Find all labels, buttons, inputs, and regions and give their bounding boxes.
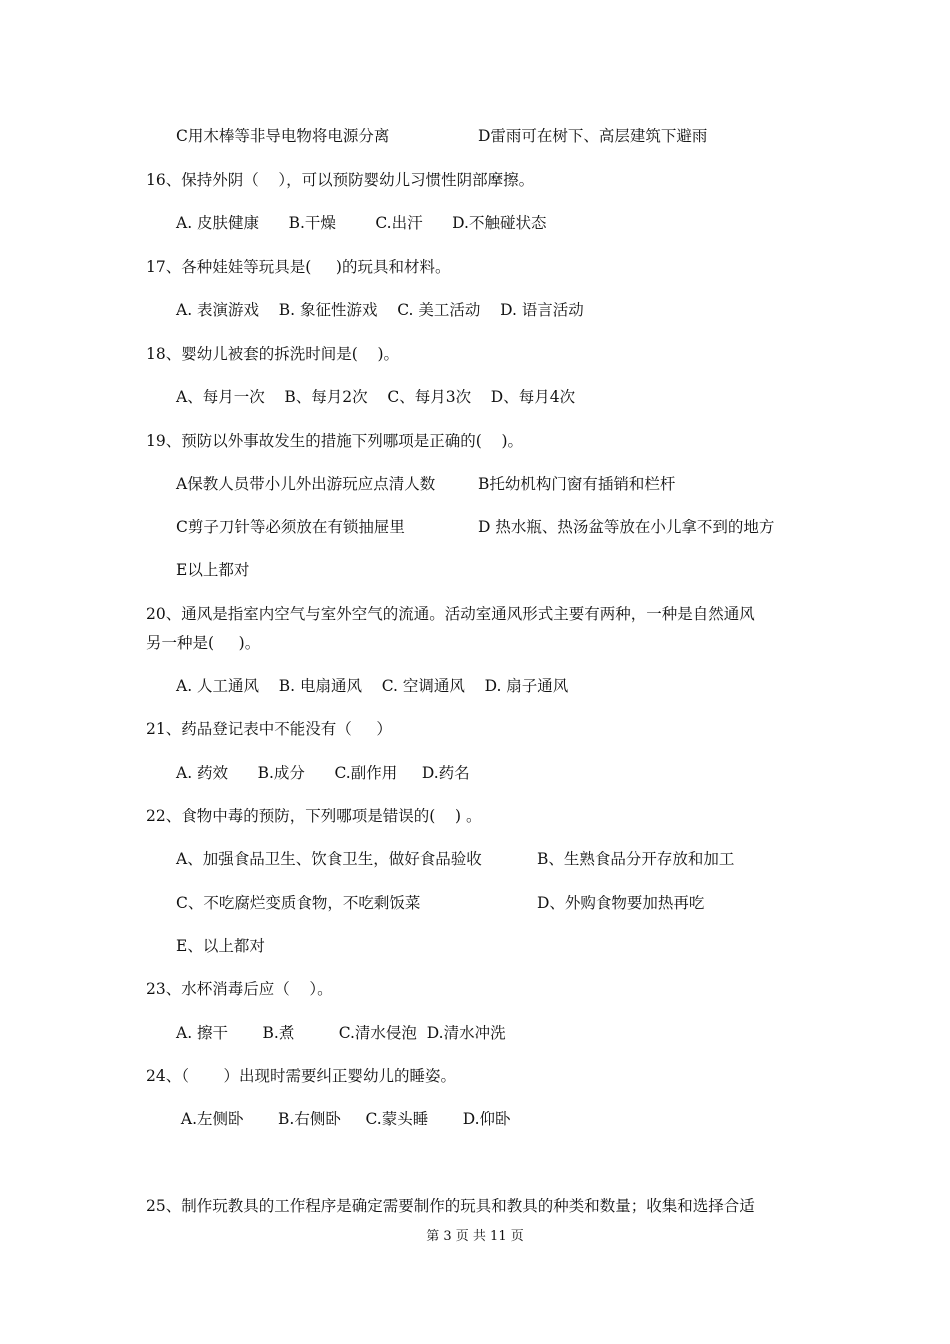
question-line: 19、预防以外事故发生的措施下列哪项是正确的( )。 [146,432,524,450]
page-footer: 第 3 页 共 11 页 [426,1229,524,1244]
option-line: C用木棒等非导电物将电源分离 [176,127,390,145]
option-line: A保教人员带小儿外出游玩应点清人数 [176,475,436,493]
option-line: A. 药效 B.成分 C.副作用 D.药名 [176,764,470,782]
option-line: A、每月一次 B、每月2次 C、每月3次 D、每月4次 [176,388,576,406]
option-line: A. 擦干 B.煮 C.清水侵泡 D.清水冲洗 [176,1024,506,1042]
question-line: 22、食物中毒的预防，下列哪项是错误的( ) 。 [146,807,482,825]
question-line: 另一种是( )。 [146,634,261,652]
option-line: B、生熟食品分开存放和加工 [537,850,735,868]
option-line: D、外购食物要加热再吃 [537,894,705,912]
question-line: 20、通风是指室内空气与室外空气的流通。活动室通风形式主要有两种，一种是自然通风 [146,605,755,623]
question-line: 24、（ ）出现时需要纠正婴幼儿的睡姿。 [146,1067,456,1085]
option-line: A. 人工通风 B. 电扇通风 C. 空调通风 D. 扇子通风 [176,677,569,695]
option-line: A. 表演游戏 B. 象征性游戏 C. 美工活动 D. 语言活动 [176,301,584,319]
option-line: D雷雨可在树下、高层建筑下避雨 [478,127,708,145]
option-line: C、不吃腐烂变质食物，不吃剩饭菜 [176,894,421,912]
option-line: A、加强食品卫生、饮食卫生，做好食品验收 [176,850,482,868]
question-line: 23、水杯消毒后应（ ）。 [146,980,333,998]
option-line: A.左侧卧 B.右侧卧 C.蒙头睡 D.仰卧 [176,1110,511,1128]
question-line: 21、药品登记表中不能没有（ ） [146,720,392,738]
option-line: C剪子刀针等必须放在有锁抽屉里 [176,518,405,536]
option-line: E、以上都对 [176,937,265,955]
option-line: A. 皮肤健康 B.干燥 C.出汗 D.不触碰状态 [176,214,547,232]
question-line: 17、各种娃娃等玩具是( )的玩具和材料。 [146,258,451,276]
option-line: E以上都对 [176,561,250,579]
option-line: D 热水瓶、热汤盆等放在小儿拿不到的地方 [478,518,775,536]
option-line: B托幼机构门窗有插销和栏杆 [478,475,676,493]
question-line: 16、保持外阴（ ），可以预防婴幼儿习惯性阴部摩擦。 [146,171,535,189]
question-line: 18、婴幼儿被套的拆洗时间是( )。 [146,345,400,363]
question-line: 25、制作玩教具的工作程序是确定需要制作的玩具和教具的种类和数量；收集和选择合适 [146,1197,755,1215]
